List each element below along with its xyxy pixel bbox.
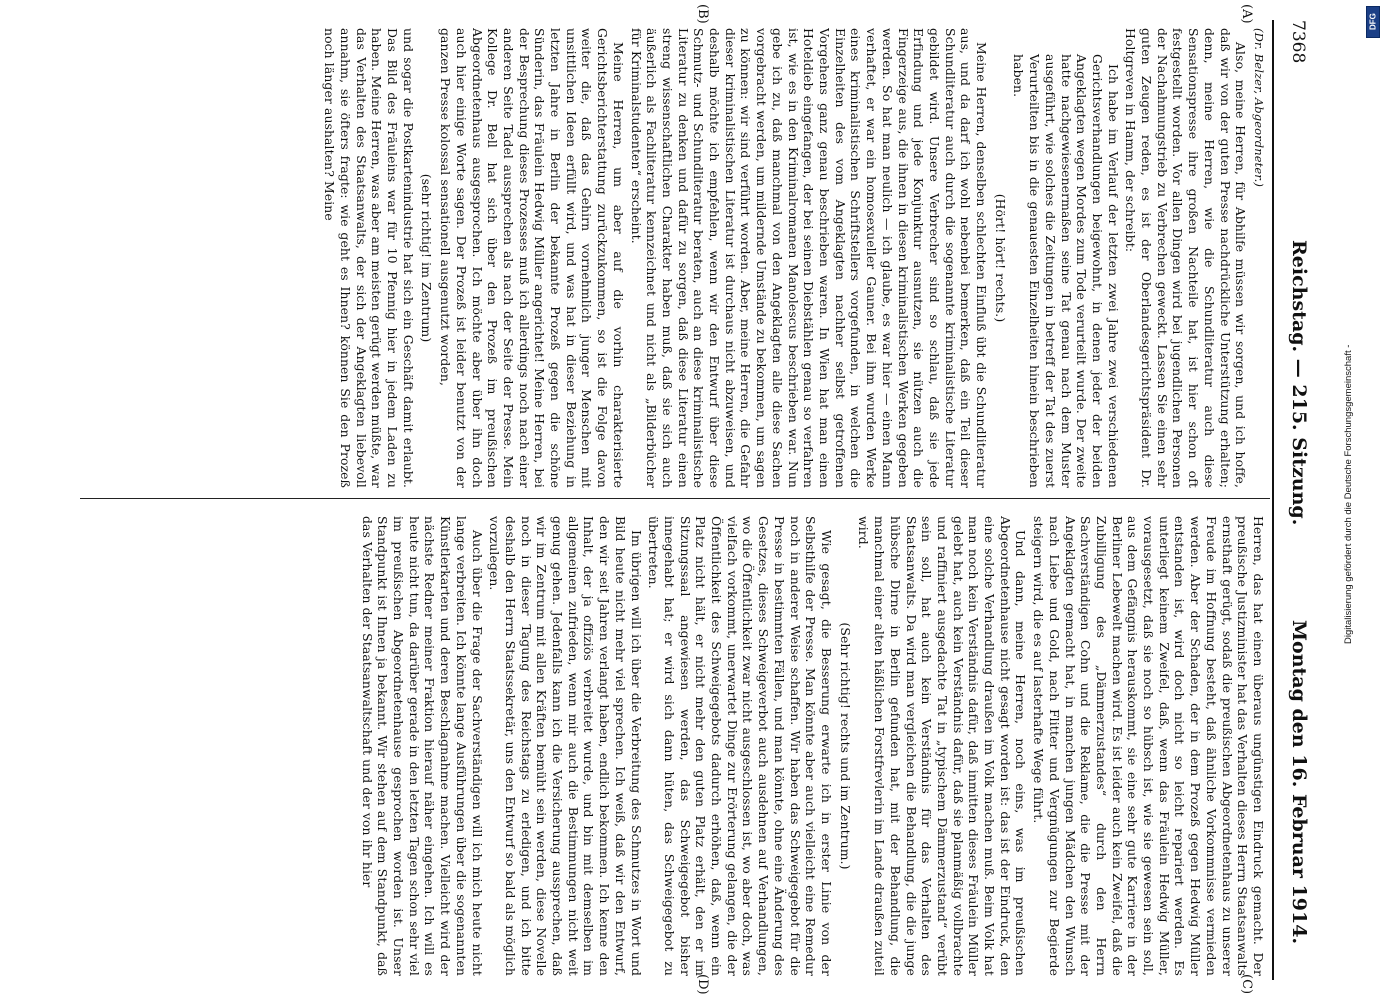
- header-rule: [1272, 20, 1274, 980]
- right-paragraph: Herren, das hat einen überaus ungünstigen Eindruck gemacht. Der preußische Justizminister hat das Verhalten dieses Herrn Staatsanwalts ernsthaft gerügt, sodaß die preußischen Abgeordnetenhaus zu unserer Freude im Hoffnung besteht, daß ähnliche Vorkommnisse vermieden werden. Aber der Schaden, der in dem Prozeß gegen Hedwig Müller entstanden ist, wird doch nicht so leicht repariert werden. Es unterliegt keinem Zweifel, daß, wenn das Fräulein Hedwig Müller, vorausgesetzt, daß sie noch so hübsch ist, wie sie gewesen sein soll, aus dem Gefängnis herauskommt, sie eine sehr gute Karriere in der Berliner Lebewelt machen wird. Es ist leider auch kein Zweifel, daß die Zubilligung des „Dämmerzustandes“ durch den Herrn Sachverständigen Cohn und die Reklame, die die Presse mit der Angeklagten gemacht hat, in manchen jungen Mädchen den Wunsch nach Liebe und Gold, nach Flitter und Vergnügungen zur Begierde steigern wird, die es auf lasterhafte Wege führt.: [1031, 516, 1266, 976]
- right-paragraph: Wie gesagt, die Besserung erwarte ich in erster Linie von der Selbsthilfe der Presse. Man könnte aber auch vielleicht eine Remedur noch in anderer Weise schaffen. Wir haben das Schweigegebot für die Presse in bestimmten Fällen, und man könnte, ohne eine Änderung des Gesetzes, dieses Schweigeverbot auch ausdehnen auf Verhandlungen, wo die Öffentlichkeit zwar nicht ausgeschlossen ist, wo aber doch, was vielfach vorkommt, unerwartet Dinge zur Erörterung gelangen, die der Öffentlichkeit des Schweigegebots dadurch erhöhen, daß, wenn ein Platz nicht hält, er nicht mehr den guten Platz erhält, den er im Sitzungssaal angewiesen werden, das Schweigegebot bisher innegehabt hat; er wird sich dann hüten, das Schweigegebot zu übertreten.: [646, 516, 835, 976]
- margin-marker-a: (A): [1239, 4, 1254, 24]
- left-paragraph: Meine Herren, denselben schlechten Einfluß übt die Schundliteratur aus, und da darf ich wohl nebenbei bemerken, daß ein Teil dieser Schundliteratur auch durch die sogenannte kriminalistische Literatur gebildet wird. Unsere Verbrecher sind so schlau, daß sie jede Erfindung und jede Konjunktur ausnutzen, sie nützen auch die Fingerzeige aus, die ihnen in diesen kriminalistischen Werken gegeben werden. So hat man neulich — ich glaube, es war hier — einen Mann verhaftet, er war ein homosexueller Gauner. Bei ihm wurden Werke eines kriminalistischen Schriftstellers vorgefunden, in welchen die Einzelheiten des vom Angeklagten nachher selbst getroffenen Vorgehens ganz genau beschrieben waren. In Wien hat man einen Hoteldieb eingefangen, der bei seinen Diebstählen genau so verfahren ist, wie es in den Kriminalromanen Manolescus beschrieben war. Nun gebe ich zu, daß manchmal von den Angeklagten alle diese Sachen vorgebracht werden, um mildernde Umstände zu bekommen, um sagen zu können: wir sind verführt worden. Aber, meine Herren, die Gefahr dieser kriminalistischen Literatur ist durchaus nicht abzuweisen, und deshalb möchte ich empfehlen, wenn wir den Entwurf über diese Schmutz- und Schundliteratur beraten, auch an diese kriminalistische Literatur zu denken und dafür zu sorgen, daß diese Literatur einen streng wissenschaftlichen Charakter haben muß, daß sie sich auch äußerlich als Fachliteratur kennzeichnet und nicht als „Bilderbücher für Kriminalstudenten“ erscheint.: [628, 28, 990, 488]
- column-divider: [80, 498, 1270, 499]
- left-interjection: (sehr richtig! im Zentrum): [419, 173, 435, 343]
- left-speaker-line: (Dr. Belzer, Abgeordneter.): [1252, 28, 1266, 187]
- right-interjection: (Sehr richtig! rechts und im Zentrum.): [837, 622, 853, 870]
- left-paragraph: Meine Herren, um aber auf die vorhin charakterisierte Gerichtsberichterstattung zurückzukommen, so ist die Folge davon weiter die, daß das Gehirn vornehmlich junger Menschen mit unsittlichen Ideen erfüllt wird, und was hat in dieser Beziehung in letzten Jahre in Berlin der bekannte Prozeß gegen die schöne Sünderin, das Fräulein Hedwig Müller angerichtet! Meine Herren, bei der Besprechung dieses Prozesses muß ich allerdings noch nach einer anderen Seite Tadel aussprechen als nach der Seite der Presse. Mein Kollege Dr. Bell hat sich über den Prozeß im preußischen Abgeordnetenhaus ausgesprochen. Ich möchte aber über ihn doch auch hier einige Worte sagen. Der Prozeß ist leider benutzt von der ganzen Presse kolossal sensationell ausgenutzt worden,: [438, 28, 626, 488]
- digitization-text: Digitalisierung gefördert durch die Deutsche Forschungsgemeinschaft -: [1343, 344, 1354, 644]
- page-header: [1276, 20, 1316, 980]
- digitization-note: [1343, 0, 1363, 1000]
- right-paragraph: Und dann, meine Herren, noch eins, was im preußischen Abgeordnetenhause nicht gesagt worden ist: das ist der Eindruck, den eine solche Verhandlung draußen im Volk machen muß. Beim Volk hat man noch kein Verständnis dafür, daß inmitten dieses Fräulein Müller gelebt hat, auch kein Verständnis dafür, daß sie planmäßig vollbrachte und raffiniert ausgedachte Tat in „typischem Dämmerzustand“ verübt sein soll, hat auch kein Verständnis für das Verhalten des Staatsanwalts. Da wird man vergleichen die Behandlung, die die junge hübsche Dirne in Berlin gefunden hat, mit der Behandlung, die manchmal einer alten häßlichen Forstfrevlerin im Lande draußen zuteil wird.: [856, 516, 1029, 976]
- left-column: [96, 28, 1266, 488]
- left-quotation: Ich habe im Verlauf der letzten zwei Jahre zwei verschiedenen Gerichtsverhandlungen beigewohnt, in denen jeder der beiden Angeklagten wegen Mordes zum Tode verurteilt wurde. Der zweite hatte nachgewiesenermaßen seine Tat genau nach dem Muster ausgeführt, wie solches die Zeitungen in betreff der Tat des zuerst Verurteilten bis in die genauesten Einzelheiten hinein beschrieben haben.: [1011, 54, 1121, 488]
- left-paragraph: Also, meine Herren, für Abhilfe müssen wir sorgen, und ich hoffe, daß wir von der guten Presse nachdrückliche Unterstützung erhalten; denn, meine Herren, wie die Schundliteratur auch diese Sensationspresse ihre großen Nachteile hat, ist hier schon oft festgestellt worden. Vor allen Dingen wird bei jugendlichen Personen der Nachahmungstrieb zu Verbrechen geweckt. Lassen Sie einen sehr guten Zeugen reden, es ist der Oberlandesgerichtspräsident Dr. Holtgreven in Hamm, der schreibt:: [1123, 28, 1249, 488]
- session-date: Montag den 16. Februar 1914.: [1288, 620, 1310, 945]
- right-paragraph: Im übrigen will ich über die Verbreitung des Schmutzes in Wort und Bild heute nicht mehr viel sprechen. Ich weiß, daß wir den Entwurf, den wir seit Jahren verlangt haben, endlich bekommen. Ich kenne den Inhalt, der ja offiziös verbreitet wurde, und bin mit demselben im allgemeinen zufrieden, wenn mir auch die Bestimmungen nicht weit genug gehen. Jedenfalls kann ich die Versicherung aussprechen, daß wir im Zentrum mit allen Kräften bemüht sein werden, diese Novelle noch in dieser Tagung des Reichstags zu erledigen, und ich bitte deshalb den Herrn Staatssekretär, uns den Entwurf so bald als möglich vorzulegen.: [487, 516, 644, 976]
- dfg-logo: DFG: [1366, 6, 1380, 38]
- margin-marker-d: (D): [695, 974, 710, 995]
- session-title: Reichstag. — 215. Sitzung.: [1288, 240, 1310, 526]
- right-column: [96, 516, 1266, 976]
- left-paragraph: und sogar die Postkartenindustrie hat sich ein Geschäft damit erlaubt. Das Bild des Fräuleins war für 10 Pfennig hier in jedem Laden zu haben. Meine Herren, was aber am meisten gerügt werden müßte, war das Verhalten des Staatsanwalts, der sich der Angeklagten liebevoll annahm, sie öfters fragte: wie geht es Ihnen? können Sie den Prozeß noch länger aushalten? Meine: [322, 28, 416, 488]
- scanned-page: [50, 0, 1350, 1000]
- margin-marker-c: (C): [1239, 974, 1254, 995]
- margin-marker-b: (B): [695, 4, 710, 24]
- left-interjection: (Hört! hört! rechts.): [992, 193, 1008, 323]
- right-paragraph: Auch über die Frage der Sachverständigen will ich mich heute nicht lange verbreiten. Ich könnte lange Ausführungen über die sogenannten Künstlerkarten und deren Beschlagnahme machen. Vielleicht wird der nächste Redner meiner Fraktion hierauf näher eingehen. Ich will es heute nicht tun, da darüber gerade in den letzten Tagen schon sehr viel im preußischen Abgeordnetenhause gesprochen worden ist. Unser Standpunkt ist Ihnen ja bekannt. Wir stehen auf dem Standpunkt, daß das Verhalten der Staatsanwaltschaft und der von ihr hier: [359, 516, 485, 976]
- page-number: 7368: [1288, 20, 1308, 64]
